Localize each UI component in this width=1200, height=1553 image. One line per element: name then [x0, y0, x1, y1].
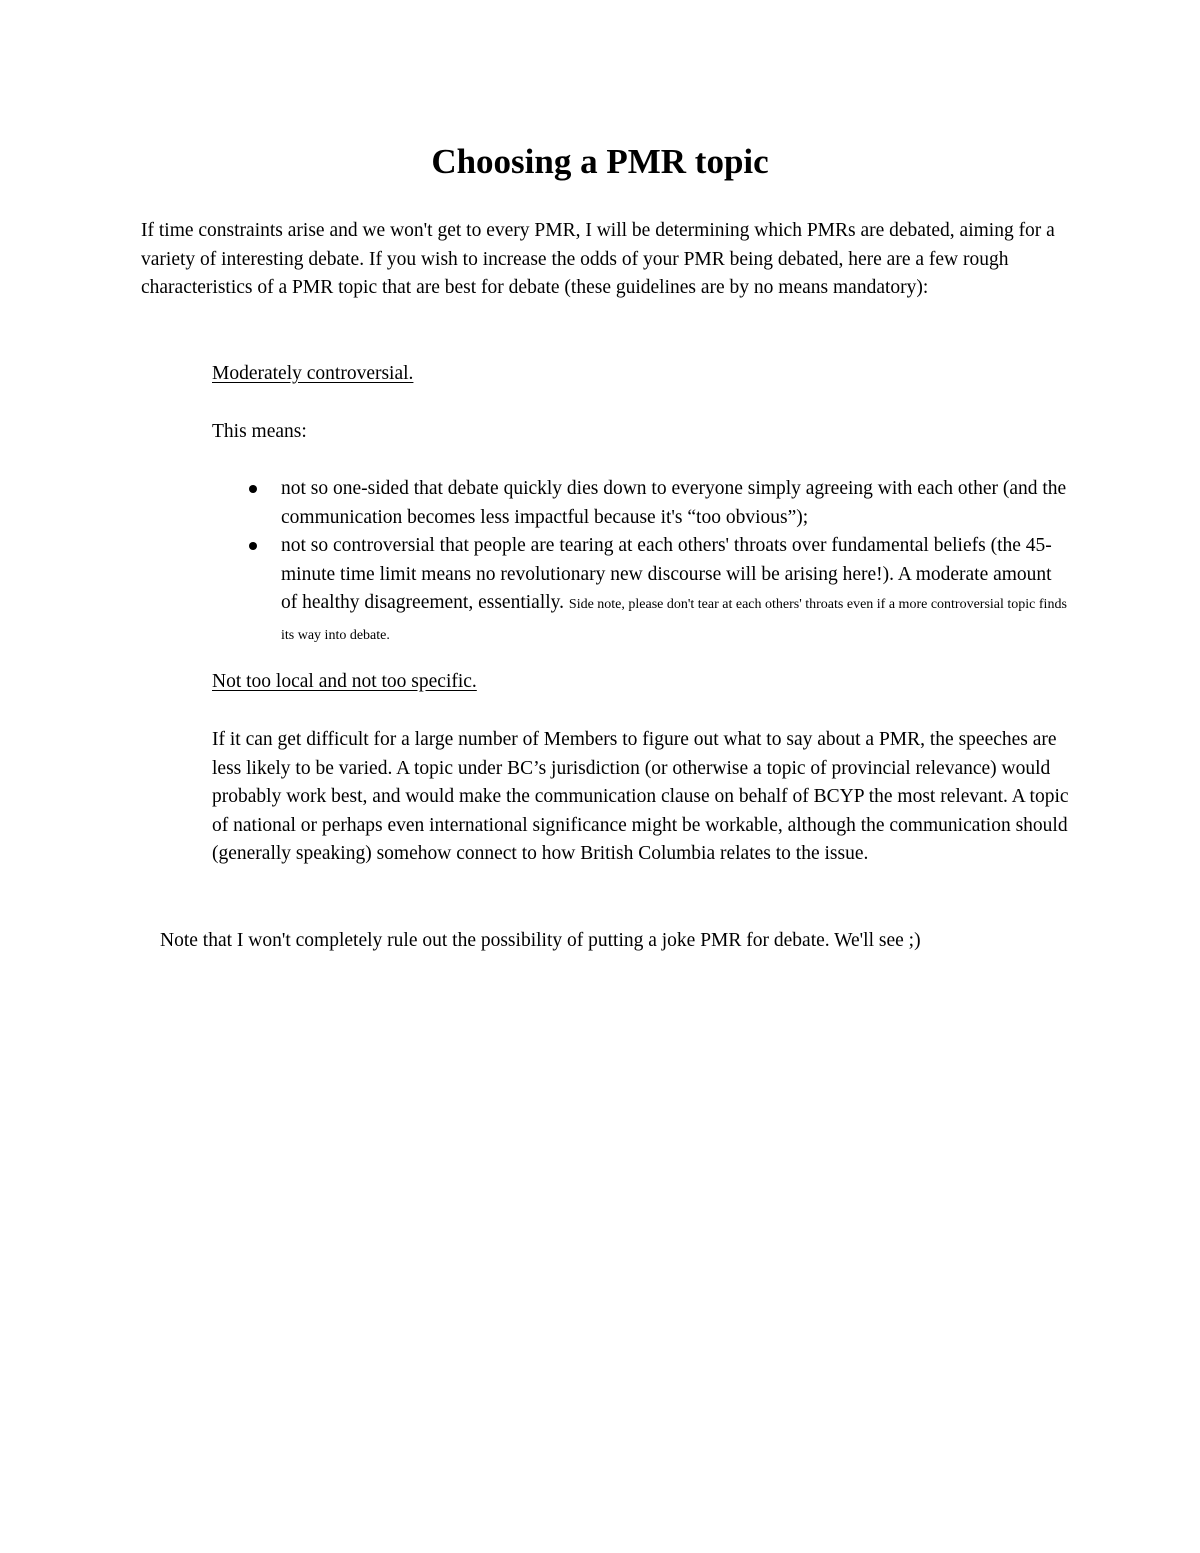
bullet-icon	[249, 485, 257, 493]
bullet-list	[0, 475, 1200, 651]
side-note: Side note, please don't tear at each others' throats even if a more controversial topic finds its way into debate.	[281, 597, 1067, 643]
intro-paragraph: If time constraints arise and we won't get to every PMR, I will be determining which PMRs are debated, aiming for a variety of interesting debate. If you wish to increase the odds of your PMR being debated, here are a few rough characteristics of a PMR topic that are best for debate (these guidelines are by no means mandatory):	[141, 220, 1055, 299]
list-item	[281, 475, 1071, 532]
bullet-icon	[249, 542, 257, 550]
bullet-text: not so controversial that people are tearing at each others' throats over fundamental beliefs (the 45-minute time limit means no revolutionary new discourse will be arising here!). A moderate amount of healthy disagreement, essentially.	[281, 535, 1052, 614]
section-body: If it can get difficult for a large number of Members to figure out what to say about a PMR, the speeches are less likely to be varied. A topic under BC’s jurisdiction (or otherwise a topic of provincial relevance) would probably work best, and would make the communication clause on behalf of BCYP the most relevant. A topic of national or perhaps even international significance might be workable, although the communication should (generally speaking) somehow connect to how British Columbia relates to the issue.	[212, 729, 1069, 865]
bullet-text: not so one-sided that debate quickly dies down to everyone simply agreeing with each other (and the communication becomes less impactful because it's “too obvious”);	[281, 478, 1067, 528]
closing-note: Note that I won't completely rule out the possibility of putting a joke PMR for debate. We'll see ;)	[160, 930, 921, 951]
section-lead: This means:	[212, 421, 307, 442]
section-heading-controversial: Moderately controversial.	[212, 363, 414, 384]
list-item	[281, 532, 1071, 650]
section-heading-local: Not too local and not too specific.	[212, 671, 477, 692]
page-title: Choosing a PMR topic	[431, 142, 769, 181]
